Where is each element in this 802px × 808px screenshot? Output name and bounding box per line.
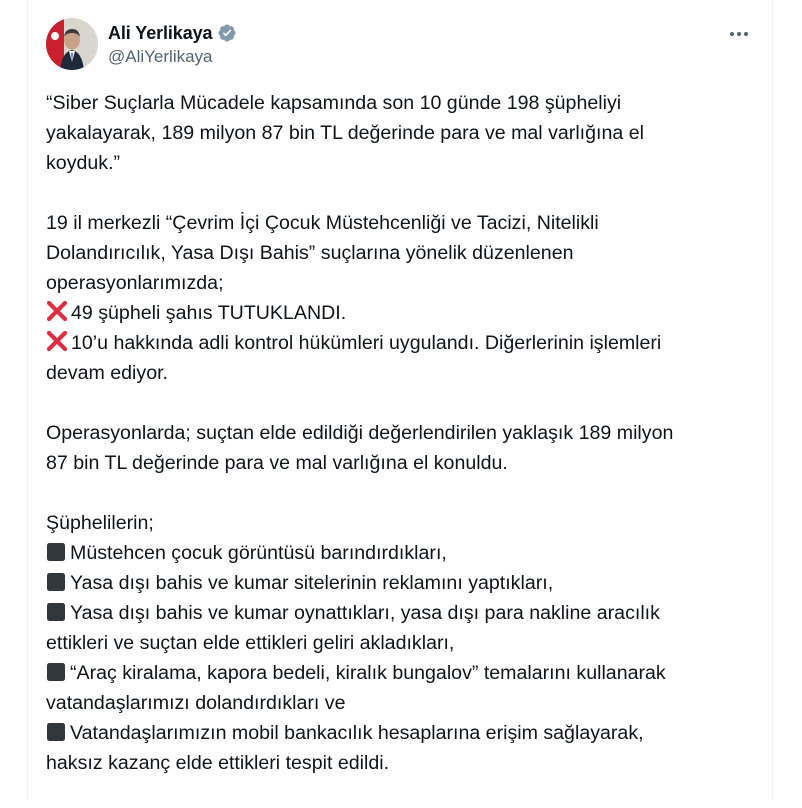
tweet-card [27, 0, 773, 799]
text-line: koyduk.” [46, 152, 121, 174]
cross-item-text: 10’u hakkında adli kontrol hükümleri uygulandı. Diğerlerinin işlemleri [71, 332, 662, 354]
avatar[interactable] [46, 18, 98, 70]
cross-mark-icon [46, 330, 68, 352]
more-options-icon[interactable] [724, 24, 754, 44]
tweet-header [46, 18, 756, 74]
cross-item-arrested [46, 298, 758, 328]
cross-item-judicial [46, 328, 758, 358]
text-line: devam ediyor. [46, 362, 168, 384]
bullet-item [46, 598, 758, 628]
tweet-text [46, 88, 758, 808]
text-line: Operasyonlarda; suçtan elde edildiği değerlendirilen yaklaşık 189 milyon [46, 422, 674, 444]
black-square-icon [46, 602, 66, 622]
black-square-icon [46, 722, 66, 742]
text-line: operasyonlarımızda; [46, 272, 224, 294]
text-line: vatandaşlarımızı dolandırdıkları ve [46, 692, 346, 714]
text-line: Dolandırıcılık, Yasa Dışı Bahis” suçlarına yönelik düzenlenen [46, 242, 574, 264]
bullet-item [46, 538, 758, 568]
user-handle[interactable]: @AliYerlikaya [108, 47, 213, 66]
black-square-icon [46, 542, 66, 562]
paragraph-seizure [46, 418, 758, 478]
text-line: 87 bin TL değerinde para ve mal varlığına el konuldu. [46, 452, 508, 474]
text-line: 19 il merkezli “Çevrim İçi Çocuk Müstehcenliği ve Tacizi, Nitelikli [46, 212, 599, 234]
verified-badge-icon [217, 23, 237, 43]
bullet-item [46, 658, 758, 688]
bullet-item [46, 568, 758, 598]
cross-mark-icon [46, 300, 68, 322]
paragraph-operations [46, 208, 758, 388]
bullet-text: Yasa dışı bahis ve kumar sitelerinin reklamını yaptıkları, [70, 572, 554, 594]
text-line: “Siber Suçlarla Mücadele kapsamında son 10 günde 198 şüpheliyi [46, 92, 622, 114]
suspects-header: Şüphelilerin; [46, 512, 154, 534]
text-line: haksız kazanç elde ettikleri tespit edildi. [46, 752, 390, 774]
bullet-item [46, 718, 758, 748]
bullet-text: Yasa dışı bahis ve kumar oynattıkları, yasa dışı para nakline aracılık [70, 602, 660, 624]
bullet-text: Vatandaşlarımızın mobil bankacılık hesaplarına erişim sağlayarak, [70, 722, 644, 744]
text-line: ettikleri ve suçtan elde ettikleri geliri akladıkları, [46, 632, 455, 654]
black-square-icon [46, 662, 66, 682]
bullet-text: “Araç kiralama, kapora bedeli, kiralık bungalov” temalarını kullanarak [70, 662, 666, 684]
bullet-text: Müstehcen çocuk görüntüsü barındırdıkları, [70, 542, 447, 564]
avatar-image [46, 18, 98, 70]
black-square-icon [46, 572, 66, 592]
user-names [108, 21, 237, 67]
display-name[interactable]: Ali Yerlikaya [108, 22, 213, 43]
paragraph-suspects [46, 508, 758, 778]
text-line: yakalayarak, 189 milyon 87 bin TL değerinde para ve mal varlığına el [46, 122, 644, 144]
cross-item-text: 49 şüpheli şahıs TUTUKLANDI. [71, 302, 347, 324]
paragraph-quote [46, 88, 758, 178]
